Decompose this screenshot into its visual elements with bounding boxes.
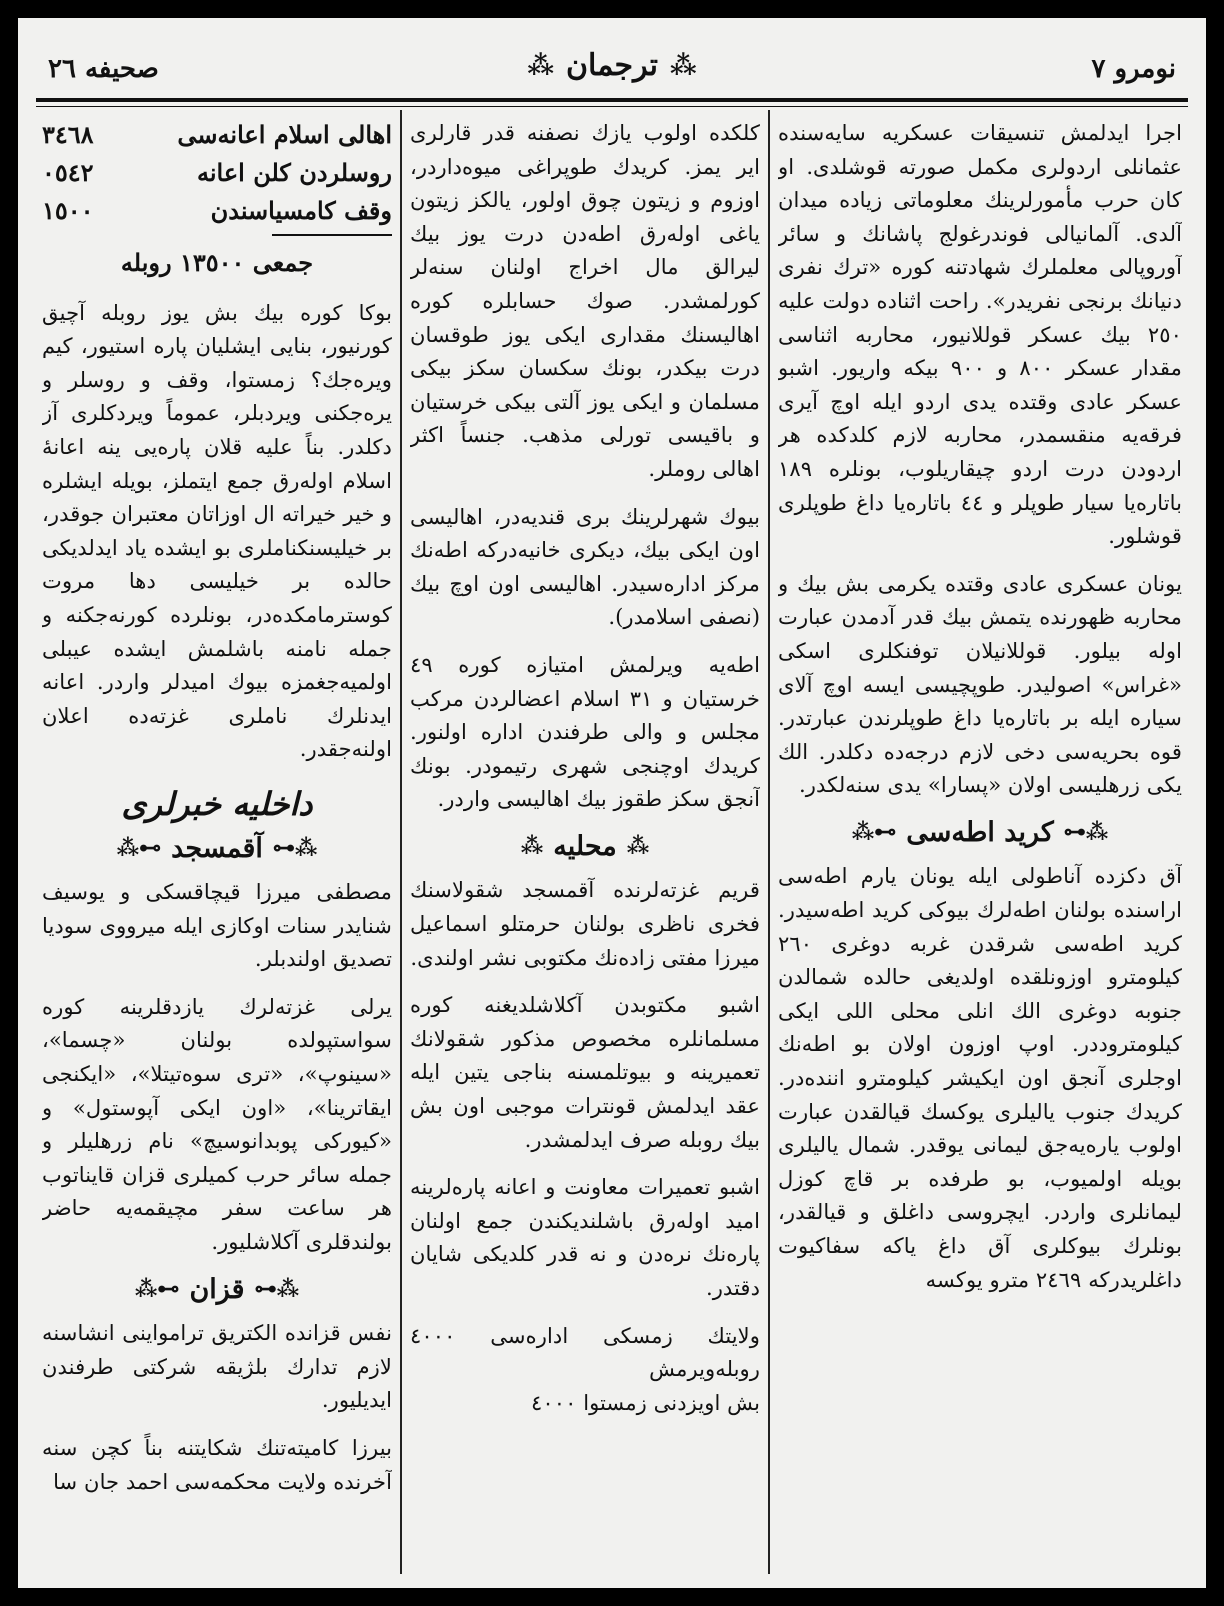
- paragraph: كلكده اولوب يازك نصفنه قدر قارلرى اير يمز. كريدك طوپراغى ميوه‌داردر، اوزوم و زيتون چوق اولور، يالكز زيتون ياغى اوله‌رق اطه‌دن درت يوز بيك ليرالق مال اخراج اولنان سنه‌لر كورلمشدر. صوك حسابلره كوره اهاليسنك مقدارى ايكى يوز طوقسان درت بيكدر، بونك سكسان سكز بيكى مسلمان و ايكى يوز آلتى بيكى خرستيان و باقيسى تورلى مذهب. جنساً اكثر اهالى روملر.: [410, 120, 760, 481]
- column-divider: [400, 110, 402, 1574]
- ornament-icon: ⊶⁂: [1063, 818, 1109, 845]
- heading-text: محليه: [553, 830, 617, 862]
- ornament-icon: ⊶⁂: [254, 1275, 300, 1302]
- section-heading: [42, 832, 392, 866]
- paragraph: يرلى غزته‌لرك يازدقلرينه كوره سواستپولده بولنان «چسما»، «سينوپ»، «ترى سوەتيتلا»، «ايكنجى ايقاترينا»، «اون ايكى آپوستول» و «كيوركى پوبدانوسيچ» نام زرهليلر و جمله سائر حرب كميلرى قزان قايناتوب هر ساعت سفر مچيقمه‌يه حاضر بولندقلرى آكلاشليور.: [42, 993, 392, 1255]
- newspaper-title: ترجمان: [566, 48, 658, 83]
- ornament-icon: ⁂⊷: [134, 1275, 180, 1302]
- paragraph: يونان عسكرى عادى وقتده يكرمى بش بيك و محاربه ظهورنده يتمش بيك قدر آدمدن عبارت اوله بيلور. قوللانيلان توفنكلرى اسكى «غراس» اصوليدر. طوپچيسى ايسه اوچ آلاى سياره ايله بر باتاره‌يا داغ طوپلرندن عبارتدر. قوه بحريه‌سى دخى لازم درجه‌ده دكلدر. الك يكى زرهليسى اولان «پسارا» يدى سنه‌لكدر.: [778, 570, 1182, 798]
- ornament-icon: ⁂⊷: [851, 818, 897, 845]
- donation-label: وقف كامسياسندن: [210, 196, 392, 225]
- donation-label: اهالى اسلام اعانه‌سى: [177, 120, 392, 149]
- donation-row: [42, 116, 392, 154]
- column-right: [778, 116, 1182, 1572]
- column-divider: [768, 110, 770, 1574]
- column-left: [42, 116, 392, 1572]
- newspaper-page: [18, 18, 1206, 1588]
- section-title: داخليه خبرلرى: [121, 784, 313, 823]
- ornament-icon: ⁂: [669, 50, 697, 81]
- paragraph: بيوك شهرلرينك برى قنديه‌در، اهاليسى اون ايكى بيك، ديكرى خانيه‌دركه اطه‌نك مركز اداره‌سيدر. اهاليسى اون اوچ بيك (نصفى اسلامدر).: [410, 503, 760, 630]
- ornament-icon: ⁂⊷: [116, 834, 162, 861]
- section-heading: [778, 816, 1182, 850]
- paragraph: ولايتك زمسكى اداره‌سى ٤٠٠٠ روبله‌ويرمش: [410, 1322, 760, 1382]
- heading-text: كريد اطه‌سى: [906, 816, 1054, 848]
- paragraph: مصطفى ميرزا قيچاقسكى و يوسيف شنايدر سنات اوكازى ايله ميرووى سوديا تصديق اولندبلر.: [42, 879, 392, 972]
- donation-row: [42, 192, 392, 230]
- donation-value: ٣٤٦٨: [42, 120, 94, 149]
- header-rule: [36, 98, 1188, 102]
- donation-label: روسلردن كلن اعانه: [197, 158, 392, 187]
- paragraph: بوكا كوره بيك بش يوز روبله آچيق كورنيور، بنايى ايشليان پاره استيور، كيم ويره‌جك؟ زمستوا، وقف و روسلر و يره‌جكنى ويردبلر، عموماً ويردكلرى آز دكلدر. بناً عليه قلان پاره‌يى ينه اعانهٔ اسلام اوله‌رق جمع ايتملز، بويله ايشلره و خير خيراته ال اوزاتان معتبران جوقدر، بر خيليسنكناملرى بو ايشده ياد ايدلديكى حالده بر خيليسى دها مروت كوسترمامكده‌در، بونلرده كورنه‌جكنه و جمله نامنه باشلمش ايشده عيبلى اولميه‌جغمزه بيوك اميدلر واردر. اعانه ايدنلرك ناملرى غزته‌ده اعلان اولنه‌جقدر.: [42, 299, 392, 762]
- paragraph: بش اويزدنى زمستوا ٤٠٠٠: [530, 1389, 760, 1415]
- issue-number: نومرو ٧: [1091, 54, 1176, 84]
- donation-value: ١٥٠٠: [42, 196, 94, 225]
- paragraph: اجرا ايدلمش تنسيقات عسكريه سايه‌سنده عثمانلى اردولرى مكمل صورته قوشلدى. او كان حرب مأمورلرينك معلوماتى زياده ميدان آلدى. آلمانيالى فوندرغولج پاشانك و سائر آوروپالى معلملرك شهادتنه كوره «ترك نفرى دنيانك برنجى نفريدر». راحت اثناده دولت عليه ٢٥٠ بيك عسكر قوللانيور، محاربه اثناسى مقدار عسكر ٨٠٠ و ٩٠٠ بيكه واريور. اشبو عسكر عادى وقتده يدى اردو ايله اوچ آيرى فرقه‌يه منقسمدر، محاربه لازم كلدكده هر اردودن درت اردو چيقاريلوب، بونلره ١٨٩ باتاره‌يا سيار طوپلر و ٤٤ باتاره‌يا داغ طوپلرى قوشلور.: [778, 120, 1182, 549]
- donation-total: جمعى ١٣٥٠٠ روبله: [120, 248, 314, 277]
- sum-rule: [272, 234, 392, 236]
- page-number: صحيفه ٢٦: [48, 54, 159, 84]
- heading-text: قزان: [189, 1273, 245, 1305]
- paragraph: نفس قزانده الكتريق ترامواينى انشاسنه لازم تدارك بلژيقه شركتى طرفندن ايديليور.: [42, 1320, 392, 1413]
- paragraph: اشبو تعميرات معاونت و اعانه پاره‌لرينه اميد اوله‌رق باشلنديكندن جمع اولنان پاره‌نك نره‌دن و نه قدر كلديكى شايان دقتدر.: [410, 1174, 760, 1300]
- column-middle: [410, 116, 760, 1572]
- page-header: [40, 40, 1184, 92]
- donation-row: [42, 154, 392, 192]
- paragraph: اطه‌يه ويرلمش امتيازه كوره ٤٩ خرستيان و ٣١ اسلام اعضالردن مركب مجلس و والى طرفندن اداره اولنور. كريدك اوچنجى شهرى رتيمودر. بونك آنجق سكز طقوز بيك اهاليسى واردر.: [410, 651, 760, 812]
- ornament-icon: ⁂: [527, 50, 555, 81]
- paragraph: قريم غزته‌لرنده آقمسجد شقولاسنك فخرى ناظرى بولنان حرمتلو اسماعيل ميرزا مفتى زاده‌نك مكتوبى نشر اولندى.: [410, 877, 760, 970]
- masthead: [527, 48, 696, 83]
- header-rule-thin: [36, 106, 1188, 107]
- heading-text: آقمسجد: [171, 832, 263, 864]
- ornament-icon: ⊶⁂: [272, 834, 318, 861]
- ornament-icon: ⁂: [626, 832, 650, 859]
- section-heading: [42, 1273, 392, 1307]
- paragraph: اشبو مكتوبدن آكلاشلديغنه كوره مسلمانلره مخصوص مذكور شقولانك تعميرينه و بيوتلمسنه بناجى يتين ايله عقد ايدلمش قونترات موجبى اون بش بيك روبله صرف ايدلمشدر.: [410, 992, 760, 1152]
- donation-value: ٠٥٤٢: [42, 158, 94, 187]
- section-heading: [410, 830, 760, 864]
- ornament-icon: ⁂: [520, 832, 544, 859]
- paragraph: بيرزا كاميته‌تنك شكايتنه بناً كچن سنه آخرنده ولايت محكمه‌سى احمد جان سا: [42, 1435, 392, 1494]
- paragraph: آق دكزده آناطولى ايله يونان يارم اطه‌سى اراسنده بولنان اطه‌لرك بيوكى كريد اطه‌سيدر. كريد اطه‌سى شرقدن غربه دوغرى ٢٦٠ كيلومترو اوزونلقده اولديغى حالده شمالدن جنوبه دوغرى الك انلى محلى اللى ايكى كيلومتروددر. اوپ اوزون اولان بو اطه‌نك اوجلرى آنجق اون ايكيشر كيلومترو انندەدر. كريدك جنوب ياليلرى يوكسك قيالقدن عبارت اولوب ياره‌يه‌جق ليمانى يوقدر. شمال ياليلرى بويله اولميوب، بو طرفده بر قاچ كوزل ليمانلرى واردر. ايچروسى داغلق و قيالقدر، بونلرك بيوكلرى آق داغ ياكه سفاكيوت داغلريدركه ٢٤٦٩ مترو يوكسه: [778, 863, 1182, 1292]
